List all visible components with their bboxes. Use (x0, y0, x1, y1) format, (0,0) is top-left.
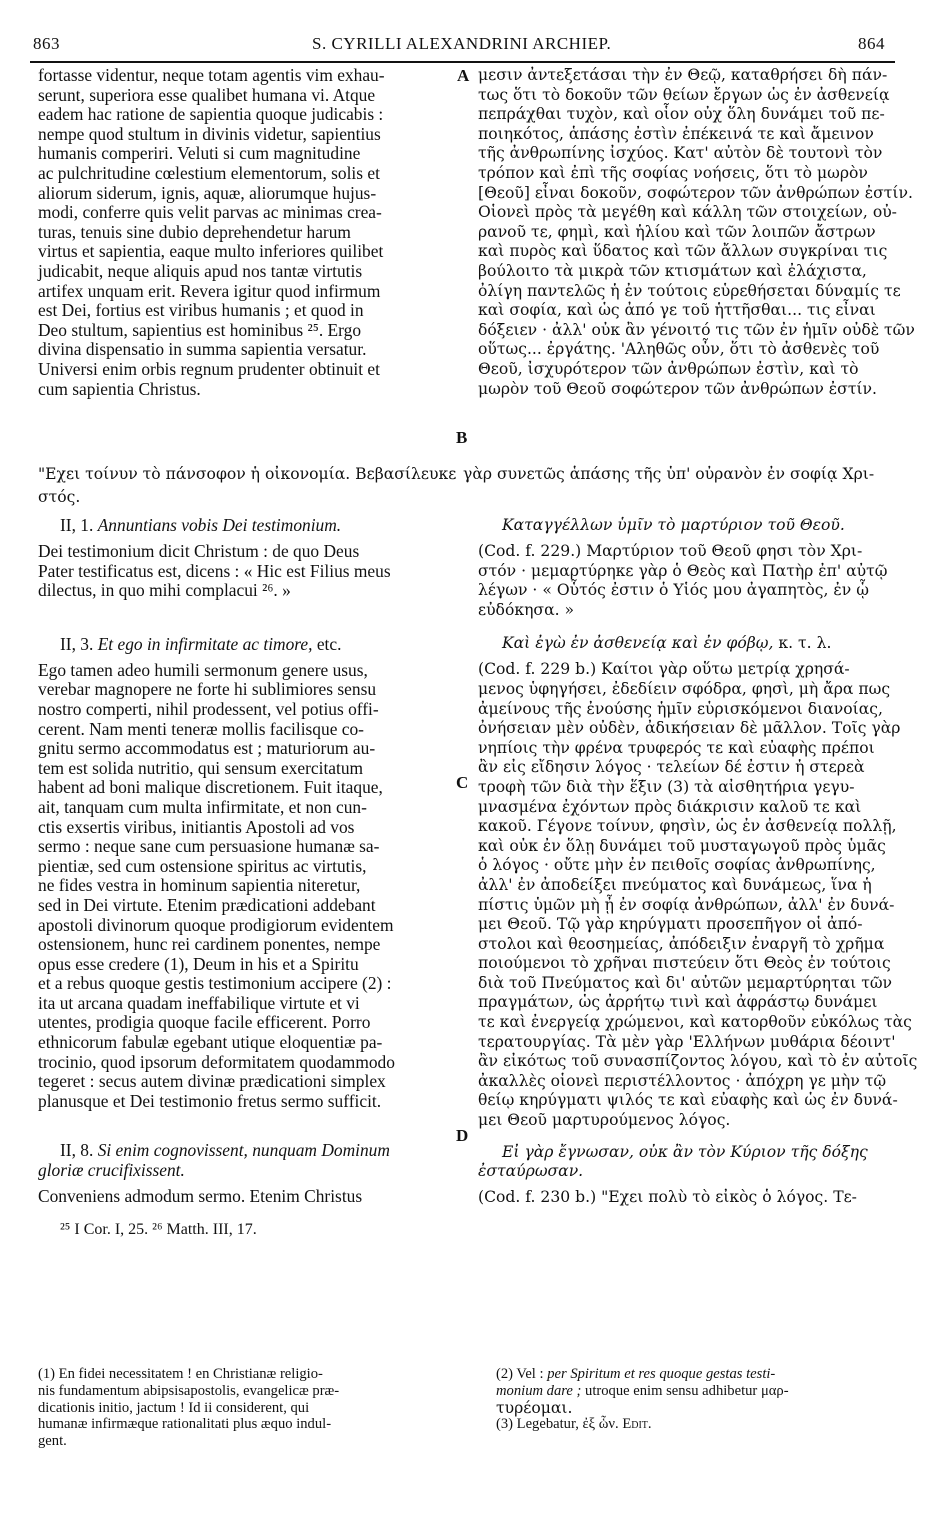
fn2-l1-italic: per Spiritum et res quoque gestas testi- (547, 1366, 776, 1382)
footnote-1 (38, 1366, 452, 1450)
section1-heading-text: Annuntians vobis Dei testimonium. (97, 515, 342, 535)
greek-section2-heading (478, 634, 898, 660)
latin-block-1 (38, 66, 452, 399)
greek-text-line: νηπίοις τὴν φρένα τρυφερός τε καὶ εὐαφὴς πρέποι (478, 738, 875, 757)
latin-text-line: ait, tanquam cum multa infirmitate, et non cun- (38, 796, 367, 817)
latin-text-line: ac pulchritudine cœlestium elementorum, solis et (38, 162, 380, 183)
greek-text-line: βούλοιτο τὰ μικρὰ τῶν κτισμάτων καὶ ἐλάχιστα, (478, 261, 867, 280)
margin-letter-d: D (456, 1126, 469, 1145)
latin-text-line: sed in Dei virtute. Etenim prædicationi addebant (38, 894, 376, 915)
footnote-2-line-2 (496, 1383, 896, 1400)
running-title: S. CYRILLI ALEXANDRINI ARCHIEP. (312, 34, 612, 53)
greek-column-lower (478, 516, 918, 1207)
greek-text-line: εὐδόκησα. » (478, 600, 575, 619)
greek-column (478, 66, 915, 399)
latin-text-line: judicabit, neque aliquis apud nos tantæ virtutis (38, 260, 363, 281)
greek-text-line: πεπράχθαι τυχὸν, καὶ οἷον οὐχ ὅλη δυνάμει τοῦ πε- (478, 105, 885, 124)
latin-text-line: modi, conferre quis velit parvas ac minimas crea- (38, 202, 382, 223)
latin-text-line: nempe quod stultum in divinis videtur, sapientius (38, 123, 381, 144)
scripture-references (38, 1220, 452, 1240)
greek-text-line: τροφὴ τῶν διὰ τὴν ἕξιν (3) τὰ αἰσθητήρια γεγυ- (478, 777, 855, 796)
footnote-line: nis fundamentum abipsisapostolis, evangelicæ præ- (38, 1382, 340, 1399)
section3-heading-num: II, 8. (60, 1140, 94, 1161)
latin-text-line: serunt, superiora esse qualibet humana vi. Atque (38, 84, 376, 105)
latin-text-line: habent ad boni malique discretionem. Fuit itaque, (38, 777, 383, 798)
margin-letter-b: B (456, 428, 468, 447)
latin-text-line: ctis exsertis viribus, initiantis Apostoli ad vos (38, 816, 355, 837)
latin-column-lower (38, 516, 452, 1240)
fn2-l2-italic: monium dare ; (496, 1382, 582, 1399)
latin-text-line: utentes, prodigia quoque facile efficerent. Porro (38, 1012, 371, 1033)
greek-bridge-left (38, 465, 456, 484)
latin-text-line: planusque et Dei testimonio fretus sermo sufficit. (38, 1090, 382, 1111)
footnote-3 (496, 1416, 896, 1433)
greek-section2-heading-etc: κ. τ. λ. (778, 634, 832, 653)
greek-text-line: ἀλλ' ἐν ἀποδείξει πνεύματος καὶ δυνάμεως, ἵνα ἡ (478, 875, 872, 894)
margin-letter-a: A (457, 66, 470, 85)
greek-text-line: ὀνήσειαν μὲν οὐδὲν, ἀδικήσειαν δὲ μᾶλλον. Τοῖς γὰρ (478, 719, 901, 738)
latin-text-line: est Dei, fortius est viribus humanis ; et quod in (38, 300, 364, 321)
greek-text-line: κακοῦ. Γέγονε τοίνυν, φησὶν, ὡς ἐν ἀσθενείᾳ πολλῇ, (478, 817, 897, 836)
greek-text-line: οὕτως... ἐργάτης. 'Αληθῶς οὖν, ὅτι τὸ ἀσθενὲς τοῦ (478, 340, 880, 359)
greek-text-line: ὀλίγη παντελῶς ἡ ἐν τούτοις εὑρεθήσεται δύναμίς τε (478, 281, 901, 300)
latin-text-line: eadem hac ratione de sapientia quoque judicabis : (38, 104, 384, 125)
greek-text-line: τως ὅτι τὸ δοκοῦν τῶν θείων ἔργων ὡς ἐν ἀσθενείᾳ (478, 85, 890, 104)
greek-text-line: πίστις ὑμῶν μὴ ᾖ ἐν σοφίᾳ ἀνθρώπων, ἀλλ' ἐν δυνά- (478, 895, 895, 914)
greek-text-line: τερατουργίας. Τὰ μὲν γὰρ 'Ελλήνων μυθάρια δέοιντ' (478, 1032, 896, 1051)
latin-text-line: aliorum siderum, ignis, aquæ, aliorumque hujus- (38, 182, 377, 203)
latin-text-line: gnitu sermo accommodatus est ; maturiorum au- (38, 738, 376, 759)
greek-text-line: (Cod. f. 229 b.) Καίτοι γὰρ οὕτω μετρίᾳ χρησά- (478, 660, 850, 679)
greek-text-line: μενος ὑφηγήσει, ἐδεδίειν σφόδρα, φησὶ, μὴ ἄρα πως (478, 679, 891, 698)
greek-text-line: μνασμένα ἐχόντων πρὸς διάκρισιν καλοῦ τε καὶ (478, 797, 862, 816)
fn3-text: (3) Legebatur, ἐξ ὧν. (496, 1416, 619, 1433)
greek-text-line: ἂν εἰκότως τοῦ συνασπίζοντος λόγου, καὶ τὸ ἐν αὐτοῖς (478, 1052, 918, 1071)
fn2-label: (2) Vel : (496, 1366, 544, 1382)
greek-text-line: καὶ οὐκ ἐν ὅλῃ δυνάμει τοῦ μυσταγωγοῦ πρὸς ὑμᾶς (478, 836, 886, 855)
latin-text-line: cum sapientia Christus. (38, 378, 201, 399)
greek-bridge-tail: στός. (38, 488, 81, 506)
greek-text-line: [Θεοῦ] εἶναι δοκοῦν, σοφώτερον τῶν ἀνθρώπων ἐστίν. (478, 183, 913, 202)
greek-text-line: τῆς ἀνθρωπίνης ἰσχύος. Κατ' αὐτὸν δὲ τουτονὶ τὸν (478, 144, 883, 163)
latin-text-line: nostro comperti, nihil prodessent, vel potius offi- (38, 698, 379, 719)
latin-text-line: turas, tenuis sine dubio deprehendetur harum (38, 221, 351, 242)
greek-text-line: μεσιν ἀντεξετάσαι τὴν ἐν Θεῷ, καταθρήσει δὴ πάν- (478, 66, 888, 84)
section2-heading-num: II, 3. (60, 633, 94, 654)
latin-text-line: humanis comperiri. Veluti si cum magnitudine (38, 143, 361, 164)
footnote-line: humanæ infirmæque rationalitati plus æquo indul- (38, 1416, 332, 1433)
greek-section1-heading: Καταγγέλλων ὑμῖν τὸ μαρτύριον τοῦ Θεοῦ. (502, 516, 845, 534)
latin-text-line: trocinio, quod ipsorum deformitatem quodammodo (38, 1051, 395, 1072)
latin-text-line: Dei testimonium dicit Christum : de quo Deus (38, 541, 360, 561)
greek-section3-heading-l1: Εἰ γὰρ ἔγνωσαν, οὐκ ἂν τὸν Κύριον τῆς δόξης (502, 1142, 868, 1161)
greek-text-line: μει Θεοῦ μαρτυρούμενος λόγος. (478, 1111, 731, 1130)
page-number-right: 864 (858, 34, 885, 53)
greek-block-2 (478, 542, 898, 620)
greek-block-3 (478, 660, 918, 1130)
footnote-line: dicationis initio, jactum ! Id ii considerent, qui (38, 1399, 310, 1416)
greek-section2-heading-text: Καὶ ἐγὼ ἐν ἀσθενείᾳ καὶ ἐν φόβῳ, (502, 634, 774, 653)
greek-text-line: καὶ σοφία, καὶ ὡς ἀπό γε τοῦ ἡττῆσθαι... τις εἶναι (478, 301, 876, 320)
greek-text-line: ὁ λόγος · οὔτε μὴν ἐν πειθοῖς σοφίας ἀνθρωπίνης, (478, 856, 876, 875)
greek-text-line: πραγμάτων, ὡς ἀρρήτῳ τινὶ καὶ ἀφράστῳ δυνάμει (478, 993, 878, 1012)
greek-block-4 (478, 1188, 898, 1208)
latin-text-line: Ego tamen adeo humili sermonum genere usus, (38, 659, 368, 680)
latin-text-line: Deo stultum, sapientius est hominibus ²⁵. Ergo (38, 319, 362, 340)
greek-text-line: δόξειεν · ἀλλ' οὐκ ἂν γένοιτό τις τῶν ἐν ἡμῖν οὐδὲ τῶν (478, 320, 915, 339)
greek-text-line: καὶ πυρὸς καὶ ὕδατος καὶ τῶν ἄλλων συγκρίναι τις (478, 242, 888, 261)
greek-text-line: μει Θεοῦ. Τῷ γὰρ κηρύγματι προσεπῆγον οἱ ἀπό- (478, 915, 863, 934)
footnote-2-line-3: τυρέομαι. (496, 1398, 573, 1417)
greek-section3-heading-l2: ἐσταύρωσαν. (478, 1162, 584, 1181)
greek-text-line: θείῳ κηρύγματι ψιλός τε καὶ εὐαφὴς καὶ ὡς ἐν δυνά- (478, 1091, 898, 1110)
section3-heading-l2: gloriæ crucifixissent. (38, 1160, 185, 1181)
latin-column (38, 66, 452, 399)
latin-text-line: cerent. Nam menti teneræ mollis facilisque co- (38, 718, 364, 739)
greek-block-1 (478, 66, 915, 399)
section2-heading-etc: etc. (316, 633, 342, 654)
latin-text-line: dilectus, in quo mihi complacui ²⁶. » (38, 580, 291, 601)
greek-text-line: στόν · μεμαρτύρηκε γὰρ ὁ Θεὸς καὶ Πατὴρ ἐπ' αὐτῷ (478, 561, 888, 580)
latin-text-line: apostoli divinorum quoque prodigiorum evidentem (38, 914, 394, 935)
footnote-2-line-1 (496, 1366, 896, 1383)
latin-text-line: ne fides vestra in hominum sapientia niteretur, (38, 875, 361, 896)
latin-block-2 (38, 542, 452, 601)
footnotes-right (496, 1366, 896, 1433)
latin-text-line: sermo : neque sane cum persuasione humanæ sa- (38, 836, 380, 857)
greek-text-line: ποιηκότος, ἁπάσης ἐστὶν ἐπέκεινά τε καὶ ἄμεινον (478, 124, 874, 143)
greek-text-line: μωρὸν τοῦ Θεοῦ σοφώτερον τῶν ἀνθρώπων ἐστίν. (478, 379, 877, 398)
latin-text-line: virtus et sapientia, eaque multo inferiores quilibet (38, 241, 384, 262)
greek-bridge-right: γὰρ συνετῶς ἁπάσης τῆς ὑπ' οὐρανὸν ἐν σοφίᾳ Χρι- (463, 465, 875, 483)
latin-text-line: Conveniens admodum sermo. Etenim Christus (38, 1185, 363, 1206)
greek-bridge-left-text: "Εχει τοίνυν τὸ πάνσοφον ἡ οἰκονομία. Βεβασίλευκε (38, 465, 457, 483)
greek-text-line: τρόπον καὶ ἐπὶ τῆς σοφίας νοήσεις, ὅτι τὸ μωρὸν (478, 163, 868, 182)
section2-heading (38, 635, 452, 661)
greek-text-line: τε καὶ ἐνεργείᾳ χρώμενοι, καὶ κατορθοῦν εὐκόλως τὰς (478, 1013, 912, 1032)
latin-text-line: ita ut arcana quadam ineffabilique virtute et vi (38, 992, 360, 1013)
latin-text-line: ethnicorum fabulæ egebant utique eloquentiæ pa- (38, 1032, 383, 1053)
latin-text-line: ostensionem, hunc rei cardinem ponentes, nempe (38, 934, 381, 955)
page-number-left: 863 (33, 34, 60, 53)
section3-heading (38, 1141, 452, 1180)
latin-text-line: fortasse videntur, neque totam agentis vim exhau- (38, 65, 385, 85)
latin-text-line: tem est solida nutritio, qui sensum exercitatum (38, 757, 364, 778)
greek-text-line: Οἱονεὶ πρὸς τὰ μεγέθη καὶ κάλλη τῶν στοιχείων, οὐ- (478, 203, 897, 222)
footnotes-left (38, 1366, 452, 1450)
greek-text-line: ἀκαλλὲς οἱονεὶ περιστέλλοντος · ἀπόχρη γε μὴν τῷ (478, 1071, 887, 1090)
fn3-edit: Edit. (622, 1416, 652, 1433)
greek-text-line: στολοι καὶ θεοσημείας, ἀπόδειξιν ἐναργῆ τὸ χρῆμα (478, 934, 885, 953)
greek-text-line: ἀμείνους τῆς ἐνούσης ἡμῖν εὑρισκόμενοι διανοίας, (478, 699, 883, 718)
section1-heading (38, 516, 452, 542)
latin-text-line: tegeret : secus autem divinæ prædicationi simplex (38, 1071, 386, 1092)
refs-text: ²⁵ I Cor. I, 25. ²⁶ Matth. III, 17. (60, 1221, 257, 1239)
greek-text-line: (Cod. f. 230 b.) "Εχει πολὺ τὸ εἰκὸς ὁ λόγος. Τε- (478, 1187, 857, 1206)
latin-text-line: verebar magnopere ne forte hi sublimiores sensu (38, 679, 377, 700)
section1-heading-num: II, 1. (60, 515, 94, 535)
greek-text-line: διὰ τοῦ Πνεύματος καὶ δι' αὐτῶν μεμαρτύρηται τῶν (478, 973, 893, 992)
latin-block-4 (38, 1187, 452, 1207)
footnote-line: gent. (38, 1433, 67, 1450)
header-rule (30, 61, 895, 63)
greek-text-line: Θεοῦ, ἰσχυρότερον τῶν ἀνθρώπων ἐστὶν, καὶ τὸ (478, 359, 859, 378)
section3-heading-l1: Si enim cognovissent, nunquam Dominum (97, 1140, 390, 1161)
latin-block-3 (38, 661, 452, 1112)
latin-text-line: Universi enim orbis regnum prudenter obtinuit et (38, 358, 380, 379)
greek-text-line: (Cod. f. 229.) Μαρτύριον τοῦ Θεοῦ φησι τὸν Χρι- (478, 542, 863, 560)
margin-letter-c: C (456, 773, 469, 792)
latin-text-line: opus esse credere (1), Deum in his et a Spiritu (38, 953, 359, 974)
latin-text-line: divina dispensatio in summa sapientia versatur. (38, 339, 367, 360)
latin-text-line: pientiæ, sed cum ostensione spiritus ac virtutis, (38, 855, 367, 876)
greek-section3-heading (478, 1143, 898, 1182)
footnote-line: (1) En fidei necessitatem ! en Christianæ religio- (38, 1366, 323, 1382)
greek-text-line: λέγων · « Οὗτός ἐστιν ὁ Υἱός μου ἀγαπητὸς, ἐν ᾧ (478, 581, 869, 600)
greek-text-line: ρανοῦ τε, φημὶ, καὶ ἡλίου καὶ τῶν λοιπῶν ἄστρων (478, 222, 876, 241)
latin-text-line: et a rebus quoque gestis testimonium accipere (2) : (38, 973, 392, 994)
greek-text-line: ἂν εἰς εἴδησιν λόγος · τελείων δέ ἐστιν ἡ στερεὰ (478, 758, 865, 777)
greek-text-line: ποιούμενοι τὸ χρῆναι πιστεύειν ὅτι Θεὸς ἐν τούτοις (478, 954, 891, 973)
section2-heading-text: Et ego in infirmitate ac timore, (97, 633, 313, 654)
latin-text-line: artifex unquam erit. Revera igitur quod infirmum (38, 280, 381, 301)
fn2-l2-text: utroque enim sensu adhibetur μαρ- (585, 1382, 789, 1399)
latin-text-line: Pater testificatus est, dicens : « Hic est Filius meus (38, 560, 391, 581)
